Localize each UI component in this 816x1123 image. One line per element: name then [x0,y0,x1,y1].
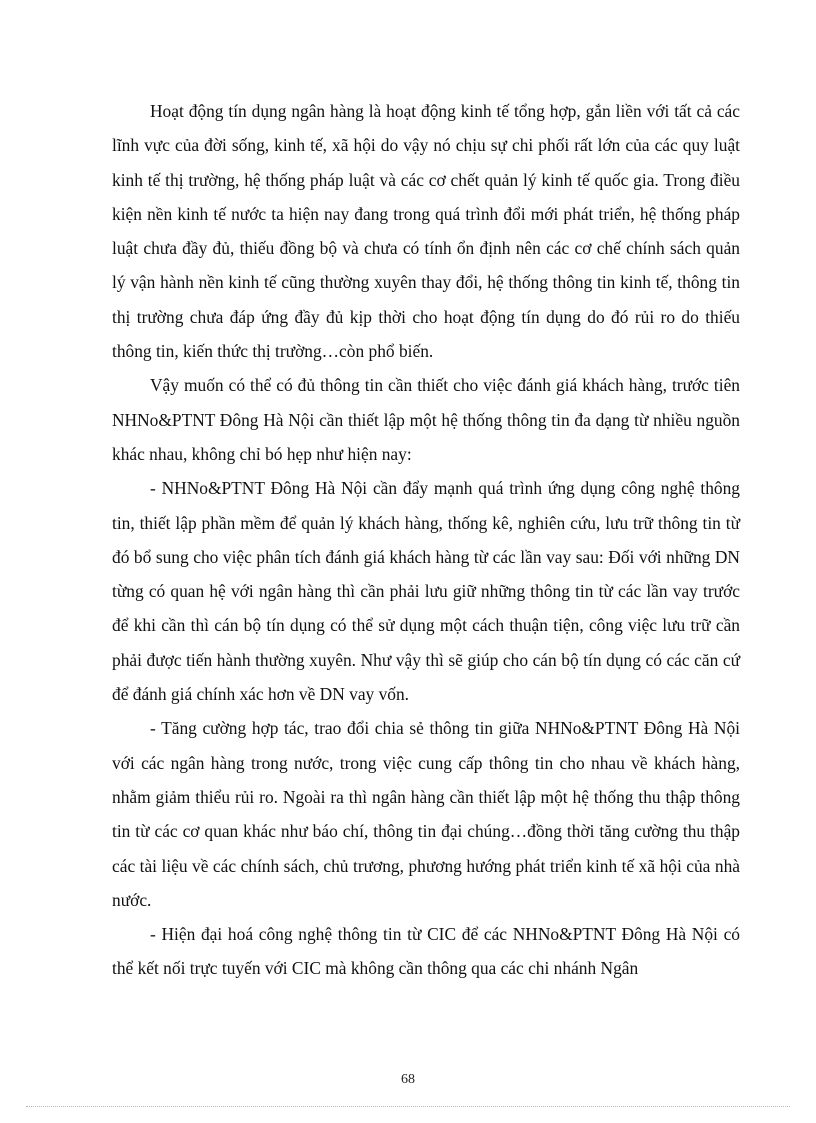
paragraph-it-application: - NHNo&PTNT Đông Hà Nội cần đẩy mạnh quá trình ứng dụng công nghệ thông tin, thiết lập phần mềm để quản lý khách hàng, thống kê, nghiên cứu, lưu trữ thông tin từ đó bổ sung cho việc phân tích đánh giá khách hàng từ các lần vay sau: Đối với những DN từng có quan hệ với ngân hàng thì cần phải lưu giữ những thông tin từ các lần vay trước để khi cần thì cán bộ tín dụng có thể sử dụng một cách thuận tiện, công việc lưu trữ cần phải được tiến hành thường xuyên. Như vậy thì sẽ giúp cho cán bộ tín dụng có các căn cứ để đánh giá chính xác hơn về DN vay vốn. [112,478,740,705]
footer-divider [26,1106,790,1107]
paragraph-credit-activity: Hoạt động tín dụng ngân hàng là hoạt động kinh tế tổng hợp, gắn liền với tất cả các lĩnh vực của đời sống, kinh tế, xã hội do vậy nó chịu sự chi phối rất lớn của các quy luật kinh tế thị trường, hệ thống pháp luật và các cơ chết quản lý kinh tế quốc gia. Trong điều kiện nền kinh tế nước ta hiện nay đang trong quá trình đổi mới phát triển, hệ thống pháp luật chưa đầy đủ, thiếu đồng bộ và chưa có tính ổn định nên các cơ chế chính sách quản lý vận hành nền kinh tế cũng thường xuyên thay đổi, hệ thống thông tin kinh tế, thông tin thị trường chưa đáp ứng đầy đủ kịp thời cho hoạt động tín dụng do đó rủi ro do thiếu thông tin, kiến thức thị trường…còn phổ biến. [112,101,740,362]
paragraph-cic-modernization: - Hiện đại hoá công nghệ thông tin từ CIC để các NHNo&PTNT Đông Hà Nội có thể kết nối trực tuyến với CIC mà không cần thông qua các chi nhánh Ngân [112,924,740,979]
paragraph-cooperation: - Tăng cường hợp tác, trao đổi chia sẻ thông tin giữa NHNo&PTNT Đông Hà Nội với các ngân hàng trong nước, trong việc cung cấp thông tin cho nhau về khách hàng, nhằm giảm thiểu rủi ro. Ngoài ra thì ngân hàng cần thiết lập một hệ thống thu thập thông tin từ các cơ quan khác như báo chí, thông tin đại chúng…đồng thời tăng cường thu thập các tài liệu về các chính sách, chủ trương, phương hướng phát triển kinh tế xã hội của nhà nước. [112,718,740,910]
page-number: 68 [401,1072,415,1087]
body-text [112,94,740,986]
paragraph-information-system: Vậy muốn có thể có đủ thông tin cần thiết cho việc đánh giá khách hàng, trước tiên NHNo&PTNT Đông Hà Nội cần thiết lập một hệ thống thông tin đa dạng từ nhiều nguồn khác nhau, không chỉ bó hẹp như hiện nay: [112,375,740,464]
